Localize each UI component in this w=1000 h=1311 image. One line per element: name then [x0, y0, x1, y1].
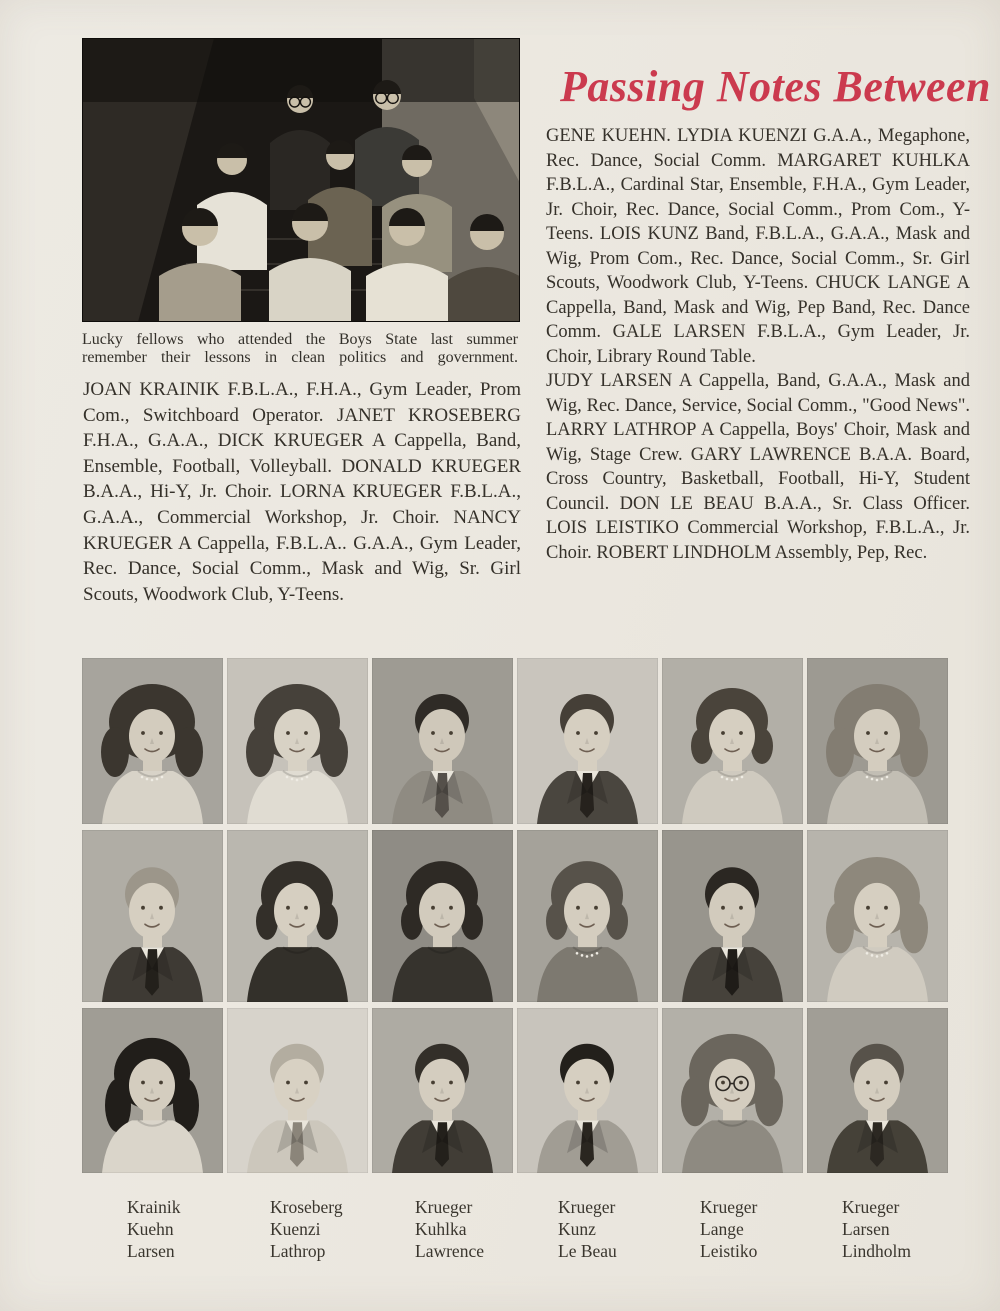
surname-label: Krueger [700, 1197, 758, 1217]
portrait-photo [517, 1008, 658, 1173]
portrait-photo [227, 1008, 368, 1173]
activities-paragraph-left [83, 377, 521, 607]
activities-paragraph-right [546, 124, 970, 565]
surname-label: Kroseberg [270, 1197, 343, 1217]
portrait-photo [807, 1008, 948, 1173]
surname-label: Krueger [558, 1197, 616, 1217]
surname-column [517, 1196, 658, 1262]
surname-label: Kuhlka [415, 1219, 467, 1239]
surname-label: Krueger [415, 1197, 473, 1217]
surname-label: Lindholm [842, 1241, 912, 1261]
portrait-photo [82, 658, 223, 824]
portrait-photo [372, 658, 513, 824]
portrait-photo [807, 830, 948, 1002]
surname-label: Kuenzi [270, 1219, 321, 1239]
portrait-photo [227, 658, 368, 824]
surname-label: Leistiko [700, 1241, 758, 1261]
surname-label: Kuehn [127, 1219, 174, 1239]
surname-label: Lawrence [415, 1241, 484, 1261]
surname-label: Larsen [842, 1219, 890, 1239]
portrait-photo [807, 658, 948, 824]
surname-column [372, 1196, 513, 1262]
portrait-photo [662, 658, 803, 824]
portrait-photo [82, 830, 223, 1002]
surname-label: Krainik [127, 1197, 181, 1217]
surname-grid [82, 1196, 948, 1262]
portrait-photo [662, 830, 803, 1002]
surname-label: Kunz [558, 1219, 596, 1239]
paragraph: GENE KUEHN. LYDIA KUENZI G.A.A., Megaphone, Rec. Dance, Social Comm. MARGARET KUHLKA F.B.L.A., Cardinal Star, Ensemble, F.H.A., Gym Leader, Jr. Choir, Rec. Dance, Social Comm., Prom Com., Y-Teens. LOIS KUNZ Band, F.B.L.A., G.A.A., Mask and Wig, Prom Com., Rec. Dance, Social Comm., Sr. Girl Scouts, Woodwork Club, Y-Teens. CHUCK LANGE A Cappella, Band, Mask and Wig, Pep Band, Rec. Dance Comm. GALE LARSEN F.B.L.A., Gym Leader, Jr. Choir, Library Round Table. [546, 126, 970, 367]
portrait-photo [227, 830, 368, 1002]
surname-column [807, 1196, 948, 1262]
portrait-photo [517, 830, 658, 1002]
surname-column [662, 1196, 803, 1262]
page-title: Passing Notes Between [560, 62, 991, 112]
surname-label: Larsen [127, 1241, 175, 1261]
surname-label: Lange [700, 1219, 744, 1239]
paragraph: JOAN KRAINIK F.B.L.A., F.H.A., Gym Leader, Prom Com., Switchboard Operator. JANET KROSEBERG F.H.A., G.A.A., DICK KRUEGER A Cappella, Band, Ensemble, Football, Volleyball. DONALD KRUEGER B.A.A., Hi-Y, Jr. Choir. LORNA KRUEGER F.B.L.A., G.A.A., Commercial Workshop, Jr. Choir. NANCY KRUEGER A Cappella, F.B.L.A.. G.A.A., Gym Leader, Rec. Dance, Social Comm., Mask and Wig, Sr. Girl Scouts, Woodwork Club, Y-Teens. [83, 379, 521, 605]
group-photo-caption: Lucky fellows who attended the Boys State last summer remember their lessons in clean politics and government. [82, 331, 518, 366]
surname-column [82, 1196, 223, 1262]
portrait-photo [372, 830, 513, 1002]
portrait-photo [372, 1008, 513, 1173]
group-photo-illustration [82, 38, 520, 322]
group-photo [82, 38, 520, 322]
portrait-photo [662, 1008, 803, 1173]
portrait-grid [82, 658, 948, 1173]
surname-label: Lathrop [270, 1241, 326, 1261]
surname-label: Le Beau [558, 1241, 617, 1261]
paragraph: JUDY LARSEN A Cappella, Band, G.A.A., Mask and Wig, Rec. Dance, Service, Social Comm., "Good News". LARRY LATHROP A Cappella, Boys' Choir, Mask and Wig, Stage Crew. GARY LAWRENCE B.A.A. Board, Cross Country, Basketball, Football, Hi-Y, Student Council. DON LE BEAU B.A.A., Sr. Class Officer. LOIS LEISTIKO Commercial Workshop, F.B.L.A., Jr. Choir. ROBERT LINDHOLM Assembly, Pep, Rec. [546, 371, 970, 563]
portrait-photo [82, 1008, 223, 1173]
surname-column [227, 1196, 368, 1262]
portrait-photo [517, 658, 658, 824]
surname-label: Krueger [842, 1197, 900, 1217]
